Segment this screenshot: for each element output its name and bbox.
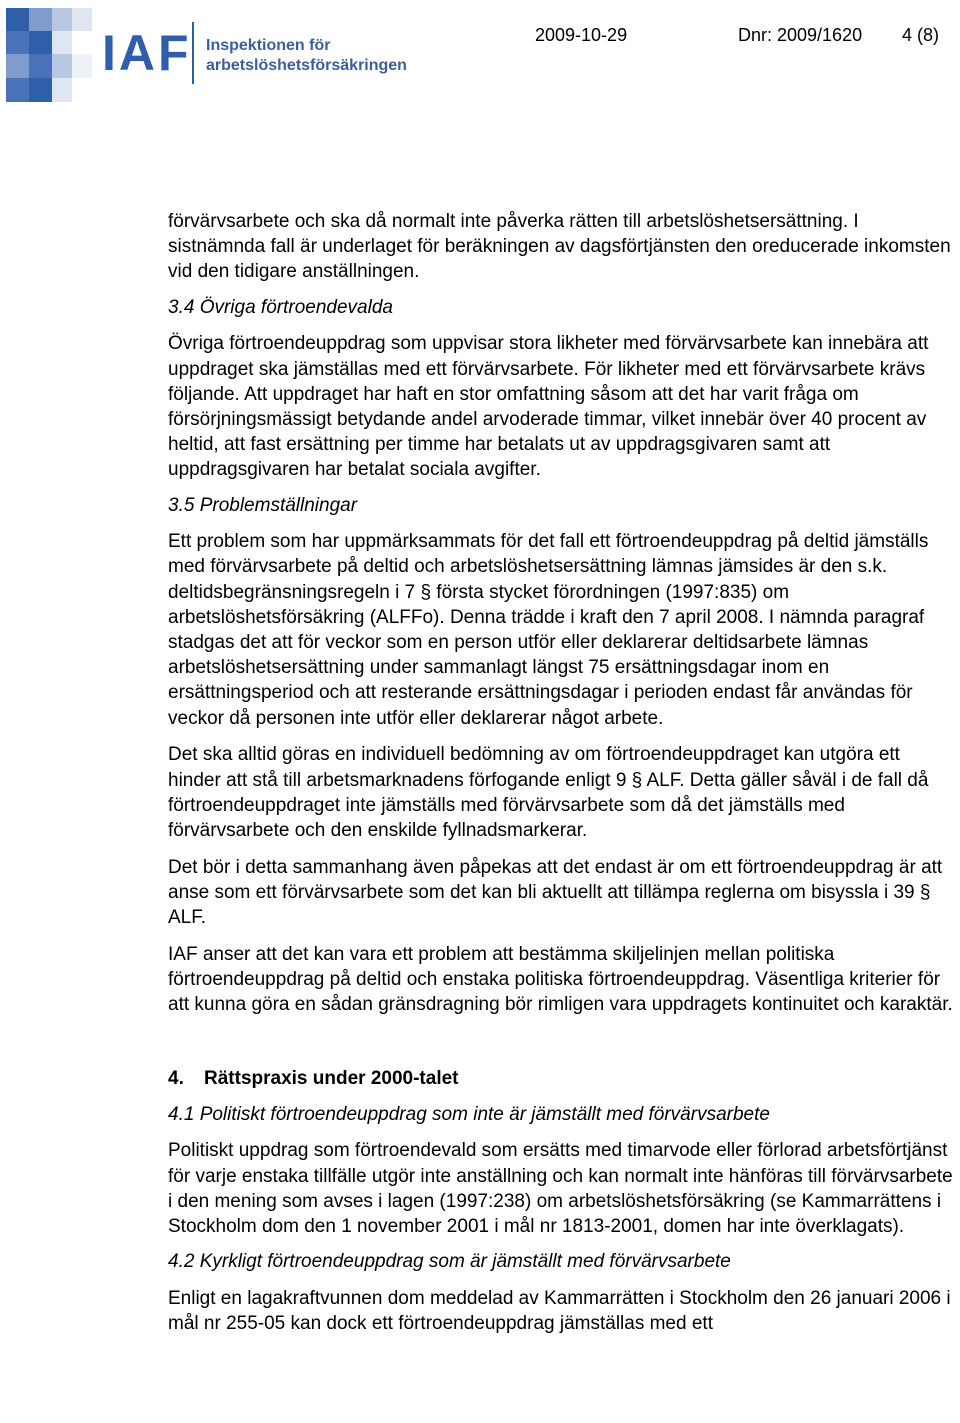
subheading-4-1: 4.1 Politiskt förtroendeuppdrag som inte är jämställt med förvärvsarbete — [168, 1103, 770, 1125]
page-number: 4 (8) — [902, 25, 940, 45]
section-title: Rättspraxis under 2000-talet — [204, 1068, 459, 1090]
logo-divider — [192, 22, 194, 84]
logo-mosaic-icon — [6, 8, 52, 102]
paragraph: förvärvsarbete och ska då normalt inte påverka rätten till arbetslöshetsersättning. I sistnämnda fall är underlaget för beräkningen av dagsförtjänsten den oreducerade inkomsten vid den tidigare anställningen. — [168, 211, 951, 283]
subheading-4-2: 4.2 Kyrkligt förtroendeuppdrag som är jämställt med förvärvsarbete — [168, 1251, 731, 1273]
section-heading-4 — [168, 1066, 958, 1091]
document-body — [168, 209, 958, 1336]
document-number: Dnr: 2009/1620 — [738, 25, 863, 45]
paragraph: Det ska alltid göras en individuell bedömning av om förtroendeuppdraget kan utgöra ett hinder att stå till arbetsmarknadens förfogande enligt 9 § ALF. Detta gäller såväl i de fall då förtroendeuppdraget inte jämställs med förvärvsarbete som då det jämställs med förvärvsarbete och den enskilde fyllnadsmarkerar. — [168, 744, 929, 841]
subheading-3-5: 3.5 Problemställningar — [168, 494, 358, 516]
iaf-logo — [6, 8, 426, 104]
logo-subtitle-line1: Inspektionen för — [206, 37, 331, 54]
paragraph: Politiskt uppdrag som förtroendevald som ersätts med timarvode eller förlorad arbetsförtjänst för varje enstaka tillfälle utgör inte anställning och kan normalt inte hänföras till förvärvsarbete i den mening som avses i lagen (1997:238) om arbetslöshetsförsäkring (se Kammarrättens i Stockholm dom den 1 november 2001 i mål nr 1813-2001, domen har inte överklagats). — [168, 1140, 953, 1237]
page-header — [0, 0, 960, 110]
logo-subtitle — [206, 36, 407, 76]
document-date: 2009-10-29 — [535, 25, 628, 45]
paragraph: Ett problem som har uppmärksammats för det fall ett förtroendeuppdrag på deltid jämställs med förvärvsarbete på deltid och arbetslöshetsersättning lämnas jämsides är den s.k. deltidsbegränsningsregeln i 7 § första stycket förordningen (1997:835) om arbetslöshetsförsäkring (ALFFo). Denna trädde i kraft den 7 april 2008. I nämnda paragraf stadgas det att för veckor som en person utför eller deklarerar deltidsarbete lämnas arbetslöshetsersättning under sammanlagt längst 75 ersättningsdagar inom en ersättningsperiod och att resterande ersättningsdagar i perioden endast får användas för veckor då personen inte utför eller deklarerar något arbete. — [168, 531, 929, 729]
paragraph: Enligt en lagakraftvunnen dom meddelad av Kammarrätten i Stockholm den 26 januari 2006 i mål nr 255-05 kan dock ett förtroendeuppdrag jämställas med ett — [168, 1287, 951, 1335]
logo-fade-icon — [52, 8, 92, 102]
logo-subtitle-line2: arbetslöshetsförsäkringen — [206, 57, 407, 74]
paragraph: Det bör i detta sammanhang även påpekas att det endast är om ett förtroendeuppdrag är att anse som ett förvärvsarbete som det kan bli aktuellt att tillämpa reglerna om bisyssla i 39 § ALF. — [168, 856, 943, 929]
section-number: 4. — [168, 1068, 184, 1090]
paragraph: IAF anser att det kan vara ett problem att bestämma skiljelinjen mellan politiska förtroendeuppdrag på deltid och enstaka politiska förtroendeuppdrag. Väsentliga kriterier för att kunna göra en sådan gränsdragning bör rimligen vara uppdragets kontinuitet och karaktär. — [168, 943, 953, 1016]
paragraph: Övriga förtroendeuppdrag som uppvisar stora likheter med förvärvsarbete kan innebära att uppdraget ska jämställas med ett förvärvsarbete. För likheter med ett förvärvsarbete krävs följande. Att uppdraget har haft en stor omfattning såsom att det har varit fråga om försörjningsmässigt betydande andel arvoderade timmar, vilket innebär över 40 procent av heltid, att fast ersättning per timme har betalats ut av uppdragsgivaren samt att uppdragsgivaren har betalat sociala avgifter. — [168, 333, 929, 481]
subheading-3-4: 3.4 Övriga förtroendevalda — [168, 296, 393, 318]
logo-wordmark: IAF — [102, 25, 192, 81]
